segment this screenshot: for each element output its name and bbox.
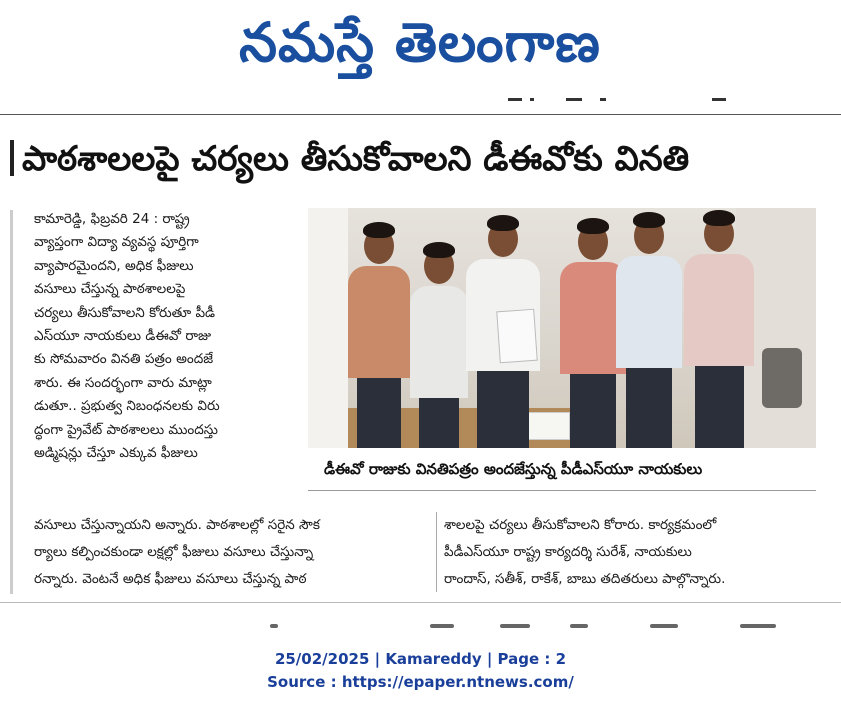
photo-caption-strip: [308, 448, 816, 490]
person-pants: [570, 374, 616, 448]
masthead-cut-strip: [0, 98, 841, 102]
clipping-date-line: 25/02/2025 | Kamareddy | Page : 2: [274, 650, 567, 668]
article-body-wide-left: [34, 512, 434, 593]
body-line: వసూలు చేస్తున్న పాఠశాలలపై: [34, 281, 186, 298]
article-headline: పాఠశాలలపై చర్యలు తీసుకోవాలని డీఈవోకు వినతి: [22, 139, 690, 179]
person-hair: [363, 222, 395, 238]
photo-person: [616, 212, 682, 448]
person-pants: [477, 371, 529, 448]
person-shirt: [684, 254, 754, 366]
article-body-wide-right: [444, 512, 820, 593]
body-line: వసూలు చేస్తున్నాయని అన్నారు. పాఠశాలల్లో సరైన సౌక: [34, 517, 320, 533]
photo-caption: డీఈవో రాజుకు వినతిపత్రం అందజేస్తున్న పీడీఎస్‌యూ నాయకులు: [324, 460, 703, 478]
person-hair: [487, 215, 519, 231]
person-shirt: [410, 286, 468, 398]
person-hair: [633, 212, 665, 228]
memorandum-paper: [496, 309, 538, 364]
person-hair: [423, 242, 455, 258]
body-line: చర్యలు తీసుకోవాలని కోరుతూ పీడీ: [34, 304, 216, 321]
person-hair: [703, 210, 735, 226]
photo-person: [684, 210, 754, 448]
bottom-rule: [0, 602, 841, 603]
photo-person: [410, 242, 468, 448]
article-body-column: [34, 208, 300, 465]
article-side-rule: [10, 210, 13, 594]
person-shirt: [616, 256, 682, 368]
next-article-cut-strip: [270, 624, 810, 630]
photo-window: [308, 208, 348, 448]
body-line: ర్యాలు కల్పించకుండా లక్షల్లో ఫీజులు వసూలు చేస్తున్నా: [34, 544, 314, 560]
person-pants: [419, 398, 460, 448]
caption-rule: [308, 490, 816, 491]
body-line: రాందాస్, సతీశ్, రాకేశ్, బాబు తదితరులు పాల్గొన్నారు.: [444, 571, 726, 587]
person-pants: [626, 368, 672, 448]
body-line: కామారెడ్డి, ఫిబ్రవరి 24 : రాష్ట్ర: [34, 211, 190, 227]
person-shirt: [348, 266, 410, 378]
person-pants: [357, 378, 400, 448]
person-pants: [695, 366, 744, 448]
body-line: డుతూ.. ప్రభుత్వ నిబంధనలకు విరు: [34, 398, 220, 415]
body-line: వ్యాప్తంగా విద్యా వ్యవస్థ పూర్తిగా: [34, 234, 199, 251]
body-line: ఎస్‌యూ నాయకులు డీఈవో రాజు: [34, 327, 212, 344]
body-line: శారు. ఈ సందర్భంగా వారు మాట్లా: [34, 374, 212, 391]
top-rule: [0, 114, 841, 115]
body-line: అడ్మిషన్లు చేస్తూ ఎక్కువ ఫీజులు: [34, 444, 198, 461]
body-line: వ్యాపారమైందని, అధిక ఫీజులు: [34, 257, 194, 274]
headline-marker: [10, 140, 14, 176]
clipping-footer: [0, 648, 841, 694]
masthead: [0, 0, 841, 100]
clipping-source-line: Source : https://epaper.ntnews.com/: [267, 673, 574, 691]
photo-chair: [762, 348, 802, 408]
body-line: కు సోమవారం వినతి పత్రం అందజే: [34, 351, 214, 368]
body-line: ద్ధంగా ప్రైవేట్ పాఠశాలలు ముందస్తు: [34, 421, 218, 438]
person-hair: [577, 218, 609, 234]
newspaper-logo: నమస్తే తెలంగాణ: [239, 11, 601, 74]
photo-person: [348, 222, 410, 448]
body-line: రన్నారు. వెంటనే అధిక ఫీజులు వసూలు చేస్తున్న పాఠ: [34, 571, 307, 587]
body-line: పీడీఎస్‌యూ రాష్ట్ర కార్యదర్శి సురేశ్, నాయకులు: [444, 544, 692, 560]
column-divider: [436, 512, 437, 592]
body-line: శాలలపై చర్యలు తీసుకోవాలని కోరారు. కార్యక్రమంలో: [444, 517, 717, 533]
